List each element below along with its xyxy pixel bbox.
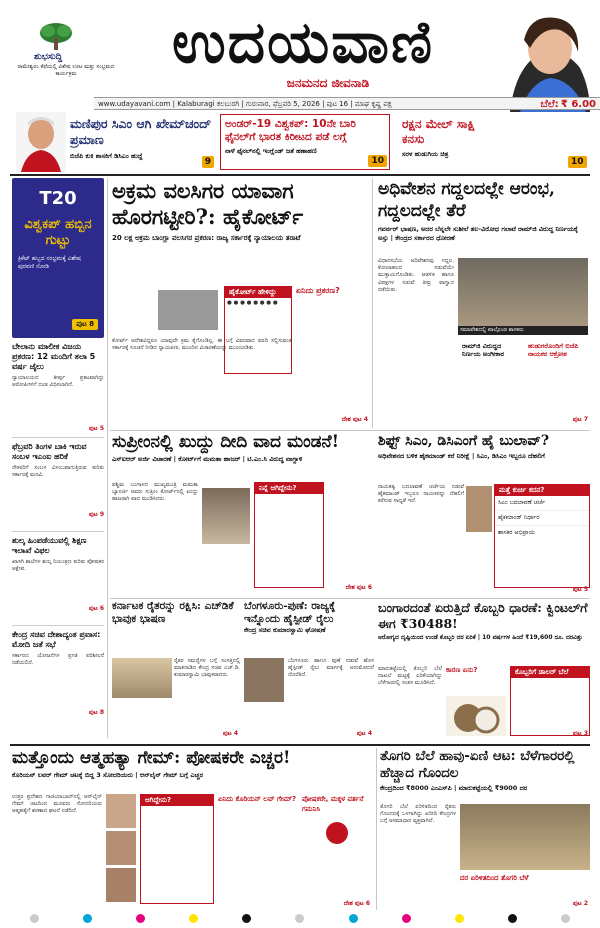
t20-promo[interactable] <box>12 178 104 338</box>
divider-left <box>107 178 108 738</box>
teaser-u19-page: 10 <box>368 155 387 167</box>
teaser-manipur[interactable] <box>68 112 214 170</box>
divider-mid1 <box>110 430 590 431</box>
brief-more[interactable]: ಪುಟ 9 <box>88 511 104 518</box>
left-briefs <box>12 342 104 742</box>
session-side1: ರಾಮ್‌ಜಿ ವಿರುದ್ಧದ ನಿರ್ಣಯ ಅಂಗೀಕಾರ <box>462 342 505 358</box>
brief-headline: ಕೇಂದ್ರ ಸಚಿವ ದೇಶಾದ್ಯಂತ ಪ್ರವಾಸ: ಮೋದಿ ಜತೆ ಸಭೆ <box>12 630 101 649</box>
toor-photo <box>460 804 590 870</box>
brief-headline: ಬೇಲಾನು ಮಾಲೀಕ ವಿಜಯ ಪ್ರಕರಣ: 12 ಮಂದಿಗೆ ತಲಾ 5 ವರ್ಷ ಜೈಲು <box>12 342 96 371</box>
masthead-title: ಉದಯವಾಣಿ <box>171 8 435 76</box>
divider-top <box>10 174 590 176</box>
avatar <box>106 868 136 902</box>
bengaluru-story[interactable] <box>244 600 374 740</box>
lead-more[interactable]: ದೇಶ ಪುಟ 4 <box>341 416 368 423</box>
sisters-photos <box>106 794 136 904</box>
bengaluru-body: ಬೆಂಗಳೂರು ಹಾಗೂ ಪುಣೆ ನಡುವೆ ಹೊಸ ಹೈಸ್ಪೀಡ್ ರೈಲು ಮಾರ್ಗಕ್ಕೆ ಅನುಮೋದನೆ ದೊರೆತಿದೆ. <box>288 658 374 679</box>
avatar <box>106 831 136 865</box>
copra-headline: ಬಂಗಾರದಂತೆ ಏರುತ್ತಿದೆ ಕೊಬ್ಬರಿ ಧಾರಣೆ: ಕ್ವಿಂಟಲ್‌ಗೆ ಈಗ ₹30488! <box>378 600 588 631</box>
supreme-box-title: ನಿನ್ನೆ ಆಗಿದ್ದೇನು? <box>255 483 323 494</box>
lead-box2 <box>296 286 368 296</box>
list-item[interactable] <box>12 442 104 532</box>
supreme-body: ಪಶ್ಚಿಮ ಬಂಗಾಳದ ಮುಖ್ಯಮಂತ್ರಿ ಮಮತಾ ಬ್ಯಾನರ್ಜಿ ಅವರು ಸುಪ್ರೀಂ ಕೋರ್ಟ್‌ನಲ್ಲಿ ಖುದ್ದು ಹಾಜರಾಗಿ ವಾದ ಮಂಡಿಸಿದರು. <box>112 482 198 503</box>
registration-marks <box>30 914 570 924</box>
masthead-tagline: ಜನಮನದ ಜೀವನಾಡಿ <box>286 76 370 90</box>
price-value: ₹ 6.00 <box>560 99 596 110</box>
game-headline: ಮತ್ತೊಂದು ಆತ್ಮಹತ್ಯಾ ಗೇಮ್: ಪೋಷಕರೇ ಎಚ್ಚರ! <box>12 748 291 768</box>
list-item: ಸಿಎಂ ಬದಲಾವಣೆ ಚರ್ಚೆ <box>495 496 589 511</box>
t20-page: ಪುಟ 8 <box>72 319 98 330</box>
bengaluru-more[interactable]: ಪುಟ 4 <box>356 730 372 737</box>
lead-box: ಹೈಕೋರ್ಟ್ ಹೇಳಿದ್ದು ● ● ● ● ● ● ● ● <box>224 286 292 374</box>
warning-icon <box>326 822 348 844</box>
assembly-photo <box>458 258 588 326</box>
karnataka-headline: ಕರ್ನಾಟಕ ರೈತರನ್ನು ರಕ್ಷಿಸಿ: ಎಚ್‌ಡಿಕೆ ಭಾವುಕ ಭಾಷಣ <box>112 600 234 625</box>
session-more[interactable]: ಪುಟ 7 <box>572 416 588 423</box>
logo-blurb: ರಾಮೇಶ್ವರಂ ಕೆಫೆಯಲ್ಲಿ ವಿಶೇಷ ಊಟ ಮತ್ತು ಸಂಭ್ರಮದ ಕಾರ್ಯಕ್ರಮ <box>17 64 115 78</box>
session-body: ವಿಧಾನಸಭೆಯ ಅಧಿವೇಶನವು ಗದ್ದಲ, ಕೋಲಾಹಲದ ನಡುವೆಯೇ ಮುಕ್ತಾಯಗೊಂಡಿತು. ಆಡಳಿತ ಹಾಗೂ ವಿಪಕ್ಷಗಳ ನಡುವೆ ತೀವ್ರ ವಾಗ್ವಾದ ನಡೆಯಿತು. <box>378 258 454 293</box>
copra-body: ಮಾರುಕಟ್ಟೆಯಲ್ಲಿ ಕೊಬ್ಬರಿ ಬೆಲೆ ದಾಖಲೆ ಮಟ್ಟಕ್ಕೆ ಏರಿಕೆಯಾಗಿದ್ದು ಬೆಳೆಗಾರರಲ್ಲಿ ಸಂತಸ ಮೂಡಿಸಿದೆ. <box>378 666 442 687</box>
brief-body: ಸರ್ಕಾರದ ಯೋಜನೆಗಳ ಪ್ರಗತಿ ಪರಿಶೀಲನೆ ನಡೆಯಲಿದೆ. <box>12 653 104 667</box>
game-box2-title: ಏನಿದು ಕೊರಿಯನ್ ಲವ್ ಗೇಮ್? <box>218 795 297 803</box>
toor-body: ತೊಗರಿ ಬೆಲೆ ಏರಿಳಿತದಿಂದ ರೈತರು ಗೊಂದಲಕ್ಕೆ ಒಳಗಾಗಿದ್ದು ಖರೀದಿ ಕೇಂದ್ರಗಳ ಬಗ್ಗೆ ಅಸಮಾಧಾನ ವ್ಯಕ್ತವಾಗಿದೆ. <box>380 804 456 825</box>
brief-more[interactable]: ಪುಟ 6 <box>88 605 104 612</box>
karnataka-body: ರೈತರ ಸಮಸ್ಯೆಗಳ ಬಗ್ಗೆ ಸಂಸತ್ತಿನಲ್ಲಿ ಮಾತನಾಡಿದ ಕೇಂದ್ರ ಸಚಿವ ಎಚ್.ಡಿ. ಕುಮಾರಸ್ವಾಮಿ ಭಾವುಕರಾದರು. <box>174 658 240 679</box>
game-box3-title: ಪೋಷಕರೇ, ಮಕ್ಕಳ ವರ್ತನೆ ಗಮನಿಸಿ <box>302 795 364 813</box>
list-item[interactable] <box>12 630 104 730</box>
dateline: ಗುರುವಾರ, ಫೆಬ್ರವರಿ 5, 2026 | ಪುಟ 16 | ಮಾಘ ಕೃಷ್ಣ ಪಕ್ಷ <box>245 100 392 108</box>
supreme-headline: ಸುಪ್ರೀಂನಲ್ಲಿ ಖುದ್ದು ದೀದಿ ವಾದ ಮಂಡನೆ! <box>112 432 340 452</box>
court-photo <box>158 290 218 330</box>
brief-body: ನೌಕರರಿಗೆ ಸಂಬಳ ವಿಳಂಬವಾಗುತ್ತಿರುವ ಕುರಿತು ಸರ್ಕಾರಕ್ಕೆ ಮನವಿ. <box>12 465 104 479</box>
session-story[interactable] <box>378 178 590 428</box>
shift-deck: ಅಧಿವೇಶನದ ಬಳಿಕ ಹೈಕಮಾಂಡ್ ಕರೆ ನಿರೀಕ್ಷೆ | ಸಿಎಂ, ಡಿಸಿಎಂ ಇಬ್ಬರೂ ದೆಹಲಿಗೆ <box>378 452 545 460</box>
copra-story[interactable] <box>378 600 590 740</box>
brief-more[interactable]: ಪುಟ 5 <box>88 425 104 432</box>
lead-story[interactable] <box>112 178 370 428</box>
teaser-movie-sub: ಸರಳ ಹುಡುಗಿಯ ಚಿತ್ರ <box>402 150 449 158</box>
game-more[interactable]: ದೇಶ ಪುಟ 6 <box>343 900 370 907</box>
game-box1 <box>140 794 214 904</box>
price-label: ಬೆಲೆ: <box>540 99 559 110</box>
avatar <box>106 794 136 828</box>
teaser-manipur-sub: ಬಿಜೆಪಿ ಕುಕಿ ಶಾಸಕಿಗೆ ಡಿಸಿಎಂ ಹುದ್ದೆ <box>70 152 143 160</box>
supreme-box <box>254 482 324 588</box>
shubhasuddi-logo <box>34 22 78 52</box>
toor-headline: ತೊಗರಿ ಬೆಲೆ ಹಾವು-ಏಣಿ ಆಟ: ಬೆಳೆಗಾರರಲ್ಲಿ ಹೆಚ್ಚಾದ ಗೊಂದಲ <box>380 748 575 781</box>
teaser-manipur-headline: ಮಣಿಪುರ ಸಿಎಂ ಆಗಿ ಖೇಮ್‌ಚಂದ್ ಪ್ರಮಾಣ <box>70 116 212 147</box>
supreme-body-col <box>328 482 374 582</box>
karnataka-more[interactable]: ಪುಟ 4 <box>222 730 238 737</box>
t20-label: T20 <box>39 188 77 209</box>
game-box2 <box>218 794 298 904</box>
session-side2: ಹುಡುಗರೊಂದಿಗೆ ಬಿಜೆಪಿ ನಾಯಕರ ಆಕ್ರೋಶ <box>528 342 579 358</box>
lead-box2-title: ಏನಿದು ಪ್ರಕರಣ? <box>296 286 340 295</box>
website-link[interactable]: www.udayavani.com <box>98 100 171 108</box>
teaser-u19[interactable] <box>220 114 390 170</box>
game-deck: ಕೊರಿಯನ್ ಲವರ್ ಗೇಮ್ ಚಟಕ್ಕೆ ಬಿದ್ದ 3 ಸೋದರಿಯರು | ಆನ್‌ಲೈನ್ ಗೇಮ್ ಬಗ್ಗೆ ಎಚ್ಚರ <box>12 771 204 779</box>
brief-body: ನ್ಯಾಯಾಲಯದ ತೀರ್ಪು ಪ್ರಕಟವಾಗಿದ್ದು ಆರೋಪಿಗಳಿಗೆ ದಂಡ ವಿಧಿಸಲಾಗಿದೆ. <box>12 375 104 389</box>
shift-box <box>494 484 590 588</box>
game-body: ಉತ್ತರ ಪ್ರದೇಶದ ಗಾಜಿಯಾಬಾದ್‌ನಲ್ಲಿ ಆನ್‌ಲೈನ್ ಗೇಮ್ ಚಟದಿಂದ ಮೂವರು ಸೋದರಿಯರು ಆತ್ಮಹತ್ಯೆಗೆ ಶರಣಾದ ಘಟನೆ ನಡೆದಿದೆ. <box>12 794 102 815</box>
list-item[interactable] <box>12 536 104 626</box>
teaser-movie-page: 10 <box>568 156 587 168</box>
edition-label: Kalaburagi ಕಲಬುರಗಿ <box>177 100 240 108</box>
copra-q-title: ಕಾರಣ ಏನು? <box>446 666 478 674</box>
game-box3 <box>302 794 372 904</box>
karnataka-story[interactable] <box>112 600 240 740</box>
list-item: ಶಾಸಕರ ಅಭಿಪ್ರಾಯ <box>498 529 536 536</box>
divider-bottom <box>10 744 590 746</box>
hdk-photo <box>112 658 172 698</box>
coconut-photo <box>446 696 506 736</box>
copra-box-title: ಕೊಬ್ಬರಿಗೆ ಡಾಲರ್ ಬೆಲೆ <box>511 667 589 678</box>
dateline-strip: www.udayavani.com | Kalaburagi ಕಲಬುರಗಿ | ಗುರುವಾರ, ಫೆಬ್ರವರಿ 5, 2026 | ಪುಟ 16 | ಮಾಘ ಕೃಷ್ಣ ಪಕ್ಷ ಬೆಲೆ: ₹ 6.00 <box>94 97 600 110</box>
teaser-u19-sub: ನಾಳೆ ಫೈನಲ್‌ನಲ್ಲಿ ಇಂಗ್ಲೆಂಡ್ ಜತೆ ಹಣಾಹಣಿ <box>225 147 317 155</box>
masthead <box>0 0 600 96</box>
copra-box <box>510 666 590 736</box>
logo-caption: ಶುಭಸುದ್ದಿ <box>34 52 63 62</box>
list-item: ಹೈಕಮಾಂಡ್ ನಿರ್ಧಾರ <box>495 511 589 526</box>
session-headline: ಅಧಿವೇಶನ ಗದ್ದಲದಲ್ಲೇ ಆರಂಭ, ಗದ್ದಲದಲ್ಲೇ ತೆರೆ <box>378 179 555 221</box>
divider-bottom-center <box>376 748 377 910</box>
lead-box-title: ಹೈಕೋರ್ಟ್ ಹೇಳಿದ್ದು <box>225 287 291 298</box>
toor-deck: ಕೇಂದ್ರದಿಂದ ₹8000 ಎಂಎಸ್‌ಪಿ | ಮಾರುಕಟ್ಟೆಯಲ್ಲಿ ₹9000 ದರ <box>380 784 528 792</box>
brief-more[interactable]: ಪುಟ 8 <box>88 709 104 716</box>
game-box1-title: ಆಗಿದ್ದೇನು? <box>141 795 213 806</box>
session-deck: ಗವರ್ನರ್ ಭಾಷಣ, ಅದರ ಬೆನ್ನಲೇ ಸುಶೀಲೆ ತಲ-ವಿರೋಧ ಗಲಾಟೆ ರಾಮ್‌ಜಿ ವಿರುದ್ಧ ನಿರ್ಣಯಕ್ಕೆ ಅಸ್ತು | ಕೇಂದ್ರದ ಸರ್ಕಾರದ ಧೋರಣೆ <box>378 225 578 242</box>
toor-story[interactable] <box>380 748 590 910</box>
brief-headline: ಫೆಬ್ರವರಿ ತಿಂಗಳ ಬಾಕಿ ಇರುವ ಸಂಬಳ ಇಎಂಐ ಹರಿಕೆ <box>12 442 87 461</box>
session-photo-caption: ಸಮಾವೇಶದಲ್ಲಿ ಪಾಲ್ಗೊಂಡ ಶಾಸಕರು <box>458 326 588 335</box>
game-story[interactable] <box>12 748 372 910</box>
toor-more[interactable]: ಪುಟ 2 <box>572 900 588 907</box>
divider-center <box>372 178 373 428</box>
teaser-photo-manipur <box>16 112 66 172</box>
toor-box-title: ದರ ಏರಿಳಿತದಿಂದ ತೊಗರಿ ಬೆಳೆ <box>460 874 529 882</box>
shift-body: ನಾಯಕತ್ವ ಬದಲಾವಣೆ ಚರ್ಚೆಯ ನಡುವೆ ಹೈಕಮಾಂಡ್ ಇಬ್ಬರೂ ನಾಯಕರನ್ನು ದೆಹಲಿಗೆ ಕರೆಸುವ ಸಾಧ್ಯತೆ ಇದೆ. <box>378 484 464 505</box>
divider-mid2 <box>110 598 590 599</box>
minister-photo <box>244 658 284 702</box>
shift-story[interactable] <box>378 432 590 596</box>
shift-headline: ಶಿಫ್ಟ್ ಸಿಎಂ, ಡಿಸಿಎಂಗೆ ಹೈ ಬುಲಾವ್? <box>378 433 550 449</box>
teaser-manipur-page: 9 <box>202 156 214 168</box>
cm-photo <box>466 486 492 532</box>
lead-deck: 20 ಲಕ್ಷ ಅಕ್ರಮ ಬಾಂಗ್ಲಾ ವಲಸಿಗರ ಪ್ರಕರಣ: ರಾಜ್ಯ ಸರ್ಕಾರಕ್ಕೆ ನ್ಯಾಯಾಲಯ ತರಾಟೆ <box>112 234 301 242</box>
t20-title: ವಿಶ್ವಕಪ್ ಹಬ್ಬಿನ ಗುಟ್ಟು <box>24 217 92 248</box>
mamata-photo <box>202 488 250 544</box>
shift-box-title: ಮತ್ತೆ ಕುರ್ಚಿ ಕದನ? <box>495 485 589 496</box>
bengaluru-deck: ಕೇಂದ್ರ ಸಚಿವ ಕುಮಾರಸ್ವಾಮಿ ಘೋಷಣೆ <box>244 626 326 634</box>
copra-more[interactable]: ಪುಟ 3 <box>572 730 588 737</box>
t20-body: ಕ್ರಿಕೆಟ್ ಹಬ್ಬದ ಸಂಭ್ರಮಕ್ಕೆ ವಿಶೇಷ ಪುರವಣಿ ನೋಡಿ <box>18 255 82 270</box>
teaser-u19-headline: ಅಂಡರ್‌-19 ವಿಶ್ವಕಪ್‌: 10ನೇ ಬಾರಿ ಫೈನಲ್‌ಗೆ ಭಾರತ ಕಿರೀಟದ ಪಡೆ ಲಗ್ಗೆ <box>225 118 356 143</box>
lead-headline: ಅಕ್ರಮ ವಲಸಿಗರ ಯಾವಾಗ ಹೊರಗಟ್ಟೀರಿ?: ಹೈಕೋರ್ಟ್ <box>112 178 304 229</box>
teaser-movie-headline: ರಕ್ಷನ ಮೇಲ್ ಸಾಕ್ಷಿ ಕನಸು <box>402 117 475 146</box>
brief-body: ಖಾಸಗಿ ಶಾಲೆಗಳ ಶುಲ್ಕ ನಿಯಂತ್ರಣ ಕುರಿತು ಪೋಷಕರ ಆಕ್ಷೇಪ. <box>12 559 104 573</box>
list-item[interactable] <box>12 342 104 438</box>
teaser-movie[interactable] <box>400 114 496 170</box>
supreme-story[interactable] <box>112 432 374 596</box>
lead-body: ಕೋರ್ಟ್‌ ಆದೇಶವಿದ್ದರೂ ಯಾವುದೇ ಕ್ರಮ ಕೈಗೊಂಡಿಲ್ಲ. ಈ ಬಗ್ಗೆ ವಿವರವಾದ ವರದಿ ಸಲ್ಲಿಸುವಂತೆ ಸರ್ಕಾರಕ್ಕೆ ಸೂಚನೆ ನೀಡಿದ ನ್ಯಾಯಪೀಠ, ಮುಂದಿನ ವಿಚಾರಣೆಯನ್ನು ಮುಂದೂಡಿತು. <box>112 338 292 352</box>
supreme-more[interactable]: ದೇಶ ಪುಟ 6 <box>345 584 372 591</box>
shift-more[interactable]: ಪುಟ 5 <box>572 586 588 593</box>
brief-headline: ಶುಲ್ಕ ಹಿಂಪಡೆಯುವಲ್ಲಿ ಶಿಕ್ಷಣ ಇಲಾಖೆ ವಿಫಲ <box>12 536 87 555</box>
copra-deck: ಆರೋಗ್ಯದ ದೃಷ್ಟಿಯಿಂದ ಉಂಡೆ ಕೊಬ್ಬರಿ ದರ ಏರಿಕೆ | 10 ವರ್ಷಗಳ ಹಿಂದೆ ₹19,600 ರೂ. ದರವಿತ್ತು <box>378 634 583 641</box>
bengaluru-headline: ಬೆಂಗಳೂರು-ಪುಣೆ: ರಾಜ್ಯಕ್ಕೆ ಇನ್ನೊಂದು ಹೈಸ್ಪೀಡ್ ರೈಲು <box>244 600 336 625</box>
supreme-deck: ಎಸ್‌ಐಆರ್ ಅರ್ಜಿ ವಿಚಾರಣೆ | ಕೋರ್ಟ್‌ಗೆ ಮಮತಾ ಹಾಜರ್ | ಟಿ.ಎಂ.ಸಿ ವಿರುದ್ಧ ವಾಗ್ದಾಳಿ <box>112 455 303 463</box>
tree-icon <box>34 22 78 52</box>
